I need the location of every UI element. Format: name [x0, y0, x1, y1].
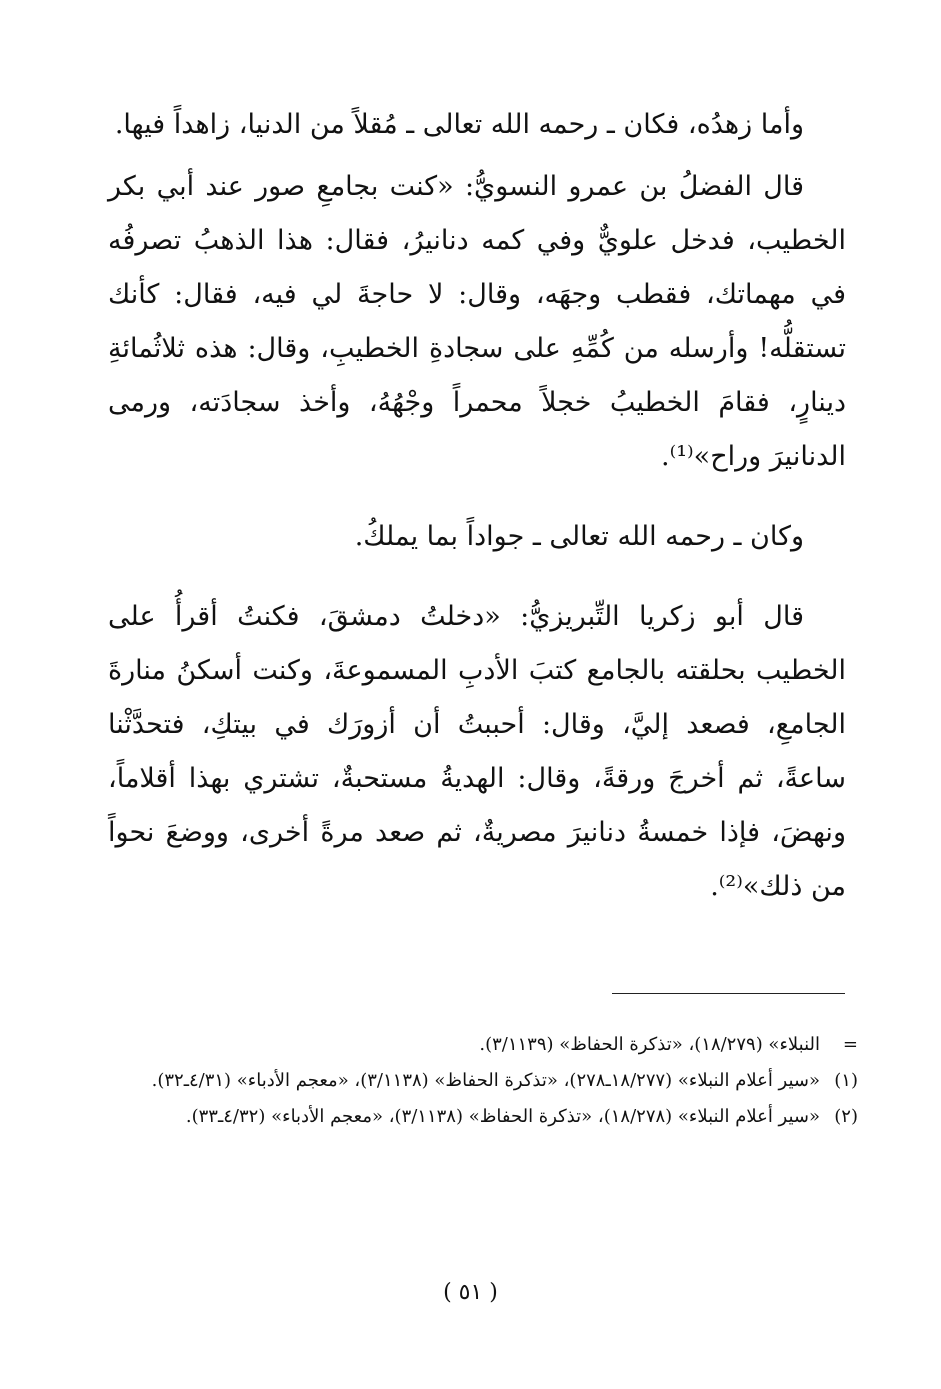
- main-text: [108, 98, 846, 914]
- footnote-text: النبلاء» (١٨/٢٧٩)، «تذكرة الحفاظ» (٣/١١٣٩).: [479, 1034, 820, 1055]
- paragraph-tibrizi-narration: قال أبو زكريا التِّبريزيُّ: «دخلتُ دمشقَ، فكنتُ أقرأُ على الخطيب بحلقته بالجامع كتبَ الأدبِ المسموعةَ، وكنت أسكنُ منارةَ الجامعِ، فصعد إليَّ، وقال: أحببتُ أن أزورَك في بيتكِ، فتحدَّثْنا ساعةً، ثم أخرجَ ورقةً، وقال: الهديةُ مستحبةٌ، تشتري بهذا أقلاماً، ونهضَ، فإذا خمسةُ دنانيرَ مصريةٌ، ثم صعد مرةً أخرى، ووضعَ نحواً من ذلك»⁽²⁾.: [108, 601, 846, 902]
- footnotes: [108, 1028, 868, 1136]
- footnote-marker: (١): [834, 1070, 858, 1091]
- footnote-2: [108, 1100, 868, 1134]
- footnote-text: «سير أعلام النبلاء» (١٨/٢٧٨)، «تذكرة الحفاظ» (٣/١١٣٨)، «معجم الأدباء» (٤/٣٢ـ٣٣).: [185, 1106, 820, 1127]
- footnote-separator: [612, 993, 845, 994]
- footnote-1: [108, 1064, 868, 1098]
- paragraph-fadl-narration: قال الفضلُ بن عمرو النسويُّ: «كنت بجامعِ صور عند أبي بكر الخطيب، فدخل علويٌّ وفي كمه دنانيرُ، فقال: هذا الذهبُ تصرفُه في مهماتك، فقطب وجهَه، وقال: لا حاجةَ لي فيه، فقال: كأنك تستقلُّه! وأرسله من كُمِّهِ على سجادةِ الخطيبِ، وقال: هذه ثلاثُمائةِ دينارٍ، فقامَ الخطيبُ خجلاً محمراً وجْهُهُ، وأخذ سجادَته، ورمى الدنانيرَ وراح»⁽¹⁾.: [108, 171, 846, 472]
- footnote-text: «سير أعلام النبلاء» (١٨/٢٧٧ـ٢٧٨)، «تذكرة الحفاظ» (٣/١١٣٨)، «معجم الأدباء» (٤/٣١ـ٣٢).: [151, 1070, 820, 1091]
- footnote-marker: (٢): [834, 1106, 858, 1127]
- footnote-marker: =: [842, 1034, 858, 1055]
- paragraph-generosity: وكان ـ رحمه الله تعالى ـ جواداً بما يملكُ.: [354, 521, 804, 552]
- page-number: ( ٥١ ): [443, 1280, 498, 1305]
- paragraph-asceticism: وأما زهدُه، فكان ـ رحمه الله تعالى ـ مُقلاً من الدنيا، زاهداً فيها.: [114, 109, 804, 140]
- footnote-continuation: [108, 1028, 868, 1062]
